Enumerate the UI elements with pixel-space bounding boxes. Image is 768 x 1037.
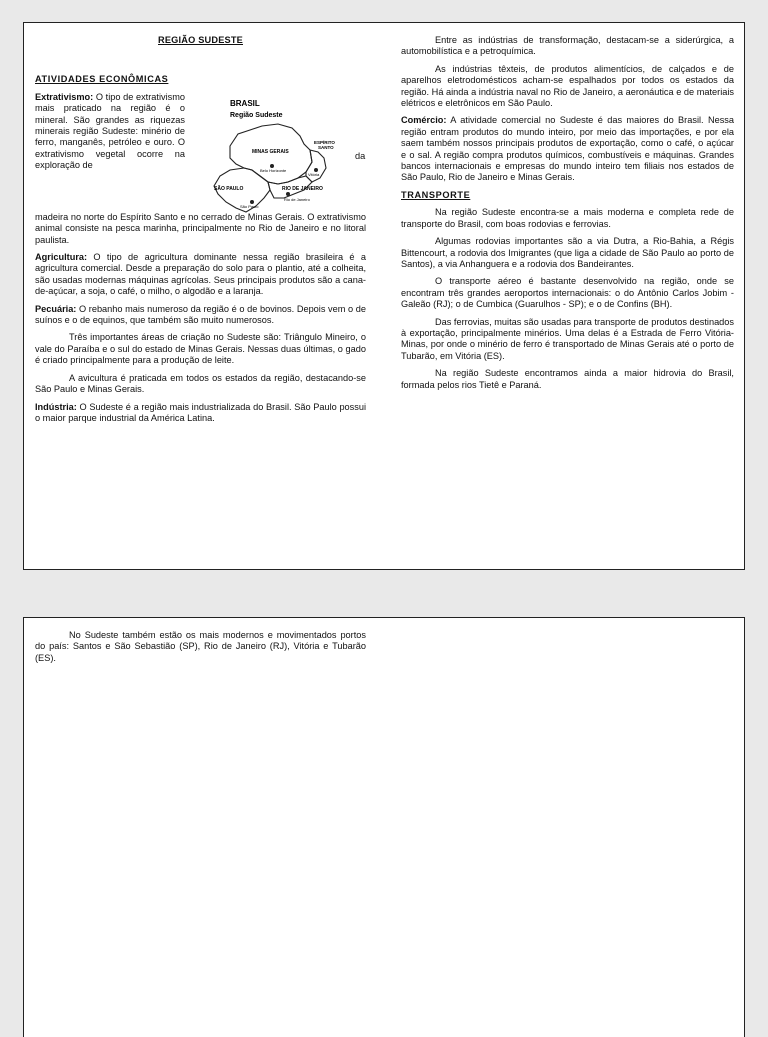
map-title: BRASIL (230, 98, 260, 108)
right-column (401, 35, 734, 397)
label-santo: SANTO (318, 144, 334, 150)
agricultura-label: Agricultura: (35, 252, 88, 263)
transporte-paragraph-5: Na região Sudeste encontramos ainda a maior hidrovia do Brasil, formada pelos rios Tietê e Paraná. (401, 368, 734, 390)
state-espirito-santo (306, 150, 326, 182)
industria-paragraph (35, 402, 366, 425)
page-title: REGIÃO SUDESTE (158, 35, 243, 45)
comercio-label: Comércio: (401, 115, 447, 126)
label-sao-paulo-city: São Paulo (240, 203, 259, 209)
transporte-paragraph-4: Das ferrovias, muitas são usadas para transporte de produtos destinados à exportação, principalmente minérios. Uma delas é a Estrada de Ferro Vitória-Minas, por onde o minério de ferro é transportado de Minas Gerais até o porto de Tubarão, em Vitória (ES). (401, 316, 734, 361)
industrias-texteis-paragraph: As indústrias têxteis, de produtos alimentícios, de calçados e de aparelhos eletrodomésticos acham-se espalhados por todos os estados da região. Há ainda a indústria naval no Rio de Janeiro, a aeronáutica e de materiais elétricos e eletrônicos em São Paulo. (401, 63, 734, 109)
label-rio-de-janeiro-city: Rio de Janeiro (284, 196, 310, 202)
page-1 (23, 22, 745, 570)
label-vitoria: Vitória (308, 171, 320, 177)
industria-text: O Sudeste é a região mais industrializada do Brasil. São Paulo possui o maior parque industrial da América Latina. (35, 401, 366, 423)
agricultura-text: O tipo de agricultura dominante nessa região brasileira é a agricultura comercial. Desde a preparação do solo para o plantio, até a colheita, são usadas modernas máquinas agrícolas. Seus principais produtos são a cana-de-açúcar, a soja, o café, o milho, o algodão e a laranja. (35, 252, 366, 297)
city-marker-rj (286, 192, 290, 196)
transporte-paragraph-1: Na região Sudeste encontra-se a mais moderna e completa rede de transporte do Brasil, com boas rodovias e ferrovias. (401, 207, 734, 229)
extrativismo-label: Extrativismo: (35, 91, 94, 102)
transporte-paragraph-2: Algumas rodovias importantes são a via Dutra, a Rio-Bahia, a Régis Bittencourt, a rodovia dos Imigrantes (que liga a cidade de São Paulo ao porto de Santos), a via Anhanguera e a rodovia dos Bandeirantes. (401, 236, 734, 269)
extrativismo-block (35, 92, 366, 212)
label-belo-horizonte: Belo Horizonte (260, 167, 287, 173)
extrativismo-text: O tipo de extrativismo mais praticado na região é o mineral. São grandes as riquezas minerais região Sudeste: minério de ferro, manganês, petróleo e ouro. O extrativismo vegetal ocorre na exploração de (35, 91, 185, 171)
left-column (35, 35, 366, 430)
agricultura-paragraph (35, 252, 366, 298)
extrativismo-da: da (355, 150, 366, 161)
industrias-transformacao-paragraph: Entre as indústrias de transformação, destacam-se a siderúrgica, a automobilística e a petroquímica. (401, 35, 734, 57)
page-2 (23, 617, 745, 1037)
criacao-paragraph: Três importantes áreas de criação no Sudeste são: Triângulo Mineiro, o vale do Paraíba e o sul do estado de Minas Gerais. Nessas duas últimas, o gado é criado principalmente para a produção de leite. (35, 332, 366, 366)
extrativismo-paragraph (35, 92, 185, 172)
comercio-text: A atividade comercial no Sudeste é das maiores do Brasil. Nessa região entram produtos do mundo inteiro, por meio das importações, e por ela saem também nossos principais produtos de exportação, como o café, o açúcar e o sal. A região compra produtos químicos, combustíveis e máquinas. Grandes bancos internacionais e empresas do mundo inteiro tem filiais nos estados de São Paulo, Rio de Janeiro e Minas Gerais. (401, 115, 734, 183)
pecuaria-text: O rebanho mais numeroso da região é o de bovinos. Depois vem o de suínos e o de equinos, que também são muito numerosos. (35, 303, 366, 326)
pecuaria-paragraph (35, 304, 366, 327)
page-2-left-column (35, 630, 366, 670)
industria-label: Indústria: (35, 401, 77, 412)
portos-paragraph: No Sudeste também estão os mais modernos e movimentados portos do país: Santos e São Sebastião (SP), Rio de Janeiro (RJ), Vitória e Tubarão (ES). (35, 630, 366, 663)
label-minas-gerais: MINAS GERAIS (252, 148, 289, 155)
avicultura-paragraph: A avicultura é praticada em todos os estados da região, destacando-se São Paulo e Minas Gerais. (35, 372, 366, 395)
map-figure (200, 90, 355, 230)
pecuaria-label: Pecuária: (35, 303, 77, 314)
southeast-region-map (200, 90, 355, 230)
comercio-paragraph (401, 115, 734, 183)
section-title-atividades: ATIVIDADES ECONÔMICAS (35, 74, 169, 85)
extrativismo-continued: madeira no norte do Espírito Santo e no cerrado de Minas Gerais. O extrativismo animal consiste na pesca marinha, principalmente no Rio de Janeiro e no litoral paulista. (35, 211, 366, 245)
section-title-transporte: TRANSPORTE (401, 189, 471, 200)
label-sao-paulo: SÃO PAULO (214, 185, 244, 192)
label-rio-de-janeiro: RIO DE JANEIRO (282, 185, 323, 192)
label-espirito: ESPÍRITO (314, 139, 335, 145)
transporte-paragraph-3: O transporte aéreo é bastante desenvolvido na região, onde se encontram três grandes aeroportos internacionais: o do Antônio Carlos Jobim - Galeão (RJ); o de Cumbica (Guarulhos - SP); e o de Confins (BH). (401, 276, 734, 310)
map-subtitle: Região Sudeste (230, 111, 283, 119)
